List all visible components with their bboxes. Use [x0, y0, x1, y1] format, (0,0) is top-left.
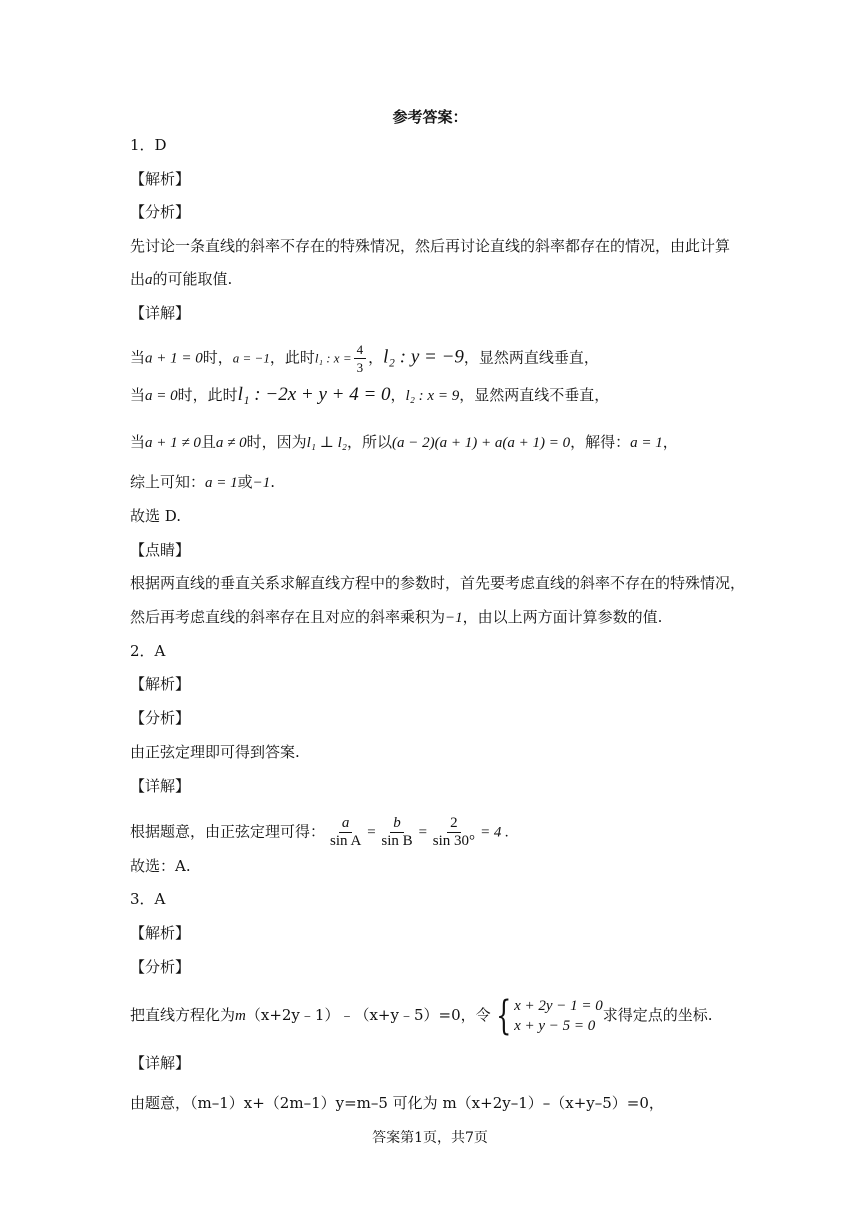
- equation-row: x + y − 5 = 0: [514, 1018, 596, 1034]
- q1-answer: 1．D: [130, 136, 167, 154]
- q2-fenxi-label: 【分析】: [130, 709, 191, 727]
- q1-fenxi-label: 【分析】: [130, 203, 191, 221]
- math-expr: −1: [252, 475, 271, 491]
- q1-dianjing-text-2: [130, 607, 662, 628]
- q3-fenxi-label: 【分析】: [130, 958, 191, 976]
- q1-jiexi-label: 【解析】: [130, 170, 191, 188]
- fraction: [354, 341, 367, 376]
- text-fragment: 或: [237, 473, 253, 491]
- text-fragment: .: [270, 473, 276, 491]
- text-fragment: ，所以: [347, 433, 393, 451]
- math-expr: l₁ ⊥ l₂: [306, 435, 348, 451]
- math-expr: a + 1 ≠ 0: [145, 435, 201, 451]
- fraction-numerator: b: [390, 815, 404, 833]
- equals-sign: =: [417, 824, 428, 841]
- q2-xiangjie-label: 【详解】: [130, 777, 191, 795]
- q2-choose: 故选：A.: [130, 857, 191, 875]
- math-expr: l₂ : x = 9: [405, 388, 460, 404]
- math-expr: (a − 2)(a + 1) + a(a + 1) = 0: [392, 435, 571, 451]
- page-title: 参考答案：: [392, 108, 468, 126]
- q1-summary: [130, 472, 275, 493]
- math-expr: l₁ : x =: [314, 350, 352, 366]
- q2-fenxi-text: 由正弦定理即可得到答案.: [130, 743, 300, 761]
- q2-detail: [130, 815, 509, 850]
- text-fragment: 的可能取值.: [152, 270, 233, 288]
- page-footer: 答案第1页，共7页: [372, 1130, 488, 1146]
- math-expr: a = 1: [630, 435, 663, 451]
- text-fragment: 时，此时: [177, 386, 238, 404]
- math-expr: a ≠ 0: [215, 435, 247, 451]
- text-fragment: 当: [130, 386, 146, 404]
- text-fragment: 把直线方程化为: [130, 1006, 236, 1024]
- fraction-denominator: sin A: [330, 833, 362, 849]
- text-fragment: 综上可知：: [130, 473, 206, 491]
- q3-xiangjie-label: 【详解】: [130, 1054, 191, 1072]
- math-expr: a + 1 = 0: [145, 350, 203, 367]
- text-fragment: 然后再考虑直线的斜率存在且对应的斜率乘积为: [130, 608, 446, 626]
- q1-case-1: [130, 341, 599, 376]
- equals-sign: =: [366, 824, 377, 841]
- q1-case-2: [130, 385, 609, 406]
- equation-system: [491, 993, 603, 1039]
- fraction-denominator: sin 30°: [432, 833, 476, 849]
- text-fragment: 且: [200, 433, 216, 451]
- q1-xiangjie-label: 【详解】: [130, 304, 191, 322]
- q1-case-3: [130, 432, 678, 453]
- text-fragment: ，显然两直线不垂直，: [459, 386, 610, 404]
- q1-dianjing-text-1: 根据两直线的垂直关系求解直线方程中的参数时，首先要考虑直线的斜率不存在的特殊情况，: [130, 574, 746, 592]
- equation-rows: [514, 996, 603, 1036]
- fraction-denominator: 3: [356, 360, 364, 375]
- brace-icon: {: [495, 993, 511, 1039]
- text-fragment: ，: [368, 348, 384, 367]
- text-fragment: ，此时: [269, 348, 315, 367]
- q1-choose: 故选 D.: [130, 507, 182, 525]
- q1-fenxi-text-2: [130, 269, 232, 290]
- text-fragment: 当: [130, 433, 146, 451]
- math-expr: l₁ : −2x + y + 4 = 0: [237, 384, 391, 405]
- text-fragment: 时，因为: [246, 433, 307, 451]
- text-fragment: 时，: [202, 348, 233, 367]
- fraction-numerator: a: [339, 815, 353, 833]
- fraction-numerator: 4: [354, 341, 367, 359]
- math-expr: a = −1: [232, 350, 270, 366]
- text-fragment: 根据题意，由正弦定理可得：: [130, 822, 326, 841]
- equation-row: x + 2y − 1 = 0: [514, 998, 603, 1014]
- fraction: [430, 815, 478, 850]
- math-expr: a = 1: [205, 475, 238, 491]
- fraction: [378, 815, 415, 850]
- q2-jiexi-label: 【解析】: [130, 675, 191, 693]
- text-fragment: （x+2y﹣1）﹣（x+y﹣5）=0，令: [245, 1006, 491, 1024]
- fraction: [327, 815, 364, 850]
- q3-detail: 由题意，（m–1）x+（2m–1）y=m–5 可化为 m（x+2y–1）–（x+y–5）=0，: [130, 1094, 664, 1112]
- text-fragment: 当: [130, 348, 146, 367]
- q1-fenxi-text-1: 先讨论一条直线的斜率不存在的特殊情况，然后再讨论直线的斜率都存在的情况，由此计算: [130, 237, 731, 255]
- math-expr: −1: [445, 610, 463, 626]
- text-fragment: ，解得：: [570, 433, 631, 451]
- text-fragment: ，显然两直线垂直，: [463, 348, 599, 367]
- text-fragment: 出: [130, 270, 146, 288]
- text-fragment: ，由以上两方面计算参数的值.: [462, 608, 663, 626]
- fraction-denominator: sin B: [381, 833, 413, 849]
- fraction-numerator: 2: [447, 815, 461, 833]
- q2-answer: 2．A: [130, 642, 166, 660]
- q3-fenxi-text: [130, 993, 713, 1039]
- text-fragment: ，: [390, 386, 406, 404]
- math-expr: a = 0: [145, 388, 178, 404]
- math-expr: l₂ : y = −9: [383, 346, 464, 368]
- math-var: m: [235, 1008, 246, 1024]
- q3-jiexi-label: 【解析】: [130, 924, 191, 942]
- text-fragment: ，: [662, 433, 678, 451]
- q1-dianjing-label: 【点睛】: [130, 541, 191, 559]
- q3-answer: 3．A: [130, 890, 166, 908]
- math-expr: = 4 .: [480, 824, 509, 841]
- math-var: a: [145, 272, 153, 288]
- text-fragment: 求得定点的坐标.: [602, 1006, 713, 1024]
